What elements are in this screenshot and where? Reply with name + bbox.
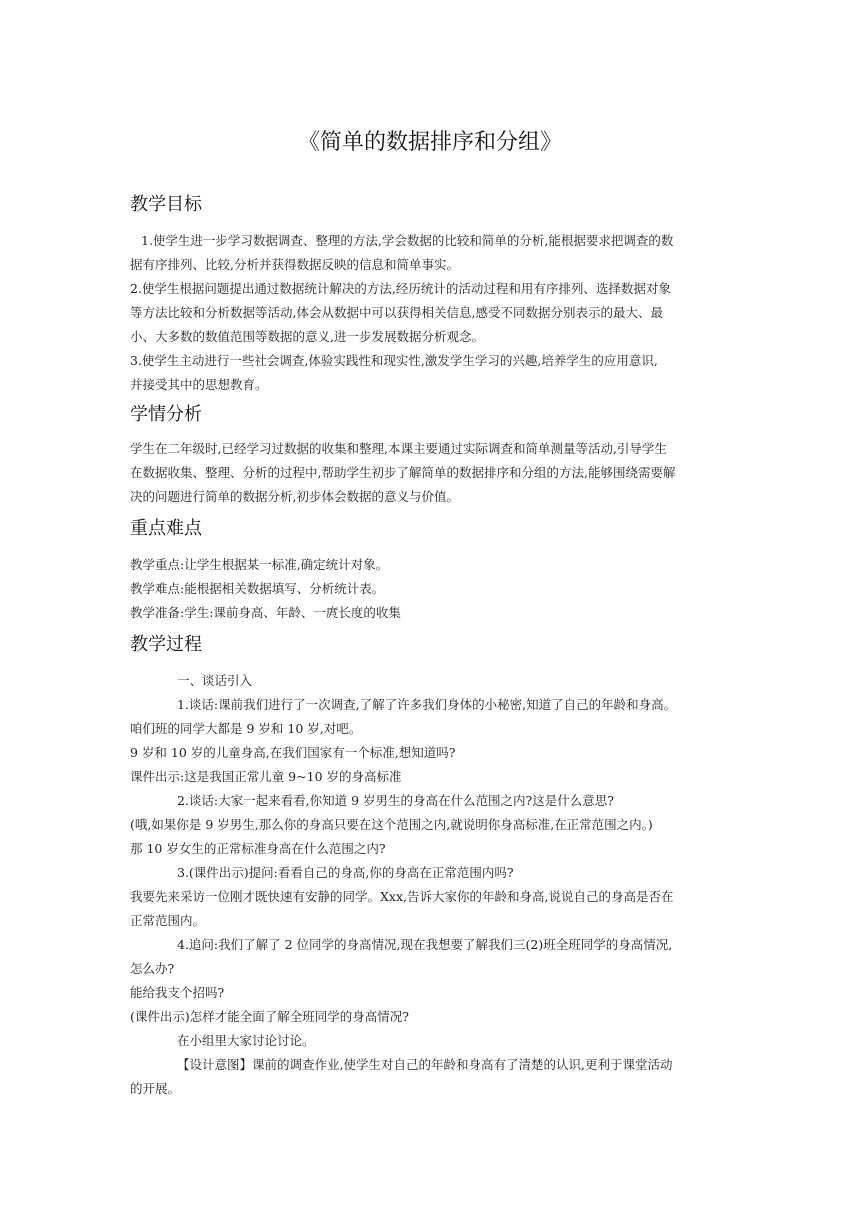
goals-line: 据有序排列、比较,分析并获得数据反映的信息和简单事实。 xyxy=(130,257,459,272)
process-line: 9 岁和 10 岁的儿童身高,在我们国家有一个标准,想知道吗? xyxy=(130,745,456,760)
process-line: 课件出示:这是我国正常儿童 9~10 岁的身高标准 xyxy=(130,769,402,784)
heading-key-points: 重点难点 xyxy=(130,518,202,539)
document-title: 《简单的数据排序和分组》 xyxy=(297,130,562,155)
goals-line: 2.使学生根据问题提出通过数据统计解决的方法,经历统计的活动过程和用有序排列、选择数据对象 xyxy=(130,281,671,296)
goals-line: 并接受其中的思想教育。 xyxy=(130,377,268,392)
process-line: 正常范围内。 xyxy=(130,913,206,928)
process-line: 3.(课件出示)提问:看看自己的身高,你的身高在正常范围内吗? xyxy=(177,865,514,880)
analysis-line: 学生在二年级时,已经学习过数据的收集和整理,本课主要通过实际调查和简单测量等活动,引导学生 xyxy=(130,441,667,456)
process-line: 怎么办? xyxy=(130,961,175,976)
process-line: 2.谈话:大家一起来看看,你知道 9 岁男生的身高在什么范围之内?这是什么意思? xyxy=(177,793,614,808)
goals-line: 小、大多数的数值范围等数据的意义,进一步发展数据分析观念。 xyxy=(130,329,484,344)
process-line: 那 10 岁女生的正常标准身高在什么范围之内? xyxy=(130,841,386,856)
process-line: 【设计意图】课前的调查作业,使学生对自己的年龄和身高有了清楚的认识,更利于课堂活动 xyxy=(177,1057,673,1072)
goals-line: 等方法比较和分析数据等活动,体会从数据中可以获得相关信息,感受不同数据分别表示的最大、最 xyxy=(130,305,663,320)
process-line: 一、谈话引入 xyxy=(177,673,253,688)
analysis-line: 在数据收集、整理、分析的过程中,帮助学生初步了解简单的数据排序和分组的方法,能够围绕需要解 xyxy=(130,465,676,480)
process-line: (课件出示)怎样才能全面了解全班同学的身高情况? xyxy=(130,1009,409,1024)
process-line: (哦,如果你是 9 岁男生,那么你的身高只要在这个范围之内,就说明你身高标准,在正常范围之内。) xyxy=(130,817,653,832)
process-line: 的开展。 xyxy=(130,1081,181,1096)
heading-student-analysis: 学情分析 xyxy=(130,404,202,425)
keypoints-line: 教学准备:学生:课前身高、年龄、一庹长度的收集 xyxy=(130,605,401,620)
analysis-line: 决的问题进行简单的数据分析,初步体会数据的意义与价值。 xyxy=(130,489,459,504)
process-line: 能给我支个招吗? xyxy=(130,985,225,1000)
process-line: 1.谈话:课前我们进行了一次调查,了解了许多我们身体的小秘密,知道了自己的年龄和身高。 xyxy=(177,697,677,712)
process-line: 咱们班的同学大都是 9 岁和 10 岁,对吧。 xyxy=(130,721,362,736)
heading-teaching-goals: 教学目标 xyxy=(130,194,202,215)
process-line: 我要先来采访一位刚才既快速有安静的同学。Xxx,告诉大家你的年龄和身高,说说自己的身高是否在 xyxy=(130,889,674,904)
heading-teaching-process: 教学过程 xyxy=(130,634,202,655)
process-line: 4.追问:我们了解了 2 位同学的身高情况,现在我想要了解我们三(2)班全班同学的身高情况, xyxy=(177,937,673,952)
process-line: 在小组里大家讨论讨论。 xyxy=(177,1033,315,1048)
keypoints-line: 教学重点:让学生根据某一标准,确定统计对象。 xyxy=(130,557,389,572)
goals-line: 1.使学生进一步学习数据调查、整理的方法,学会数据的比较和简单的分析,能根据要求把调查的数 xyxy=(141,233,674,248)
goals-line: 3.使学生主动进行一些社会调查,体验实践性和现实性,激发学生学习的兴趣,培养学生的应用意识, xyxy=(130,353,658,368)
keypoints-line: 教学难点:能根据相关数据填写、分析统计表。 xyxy=(130,581,385,596)
